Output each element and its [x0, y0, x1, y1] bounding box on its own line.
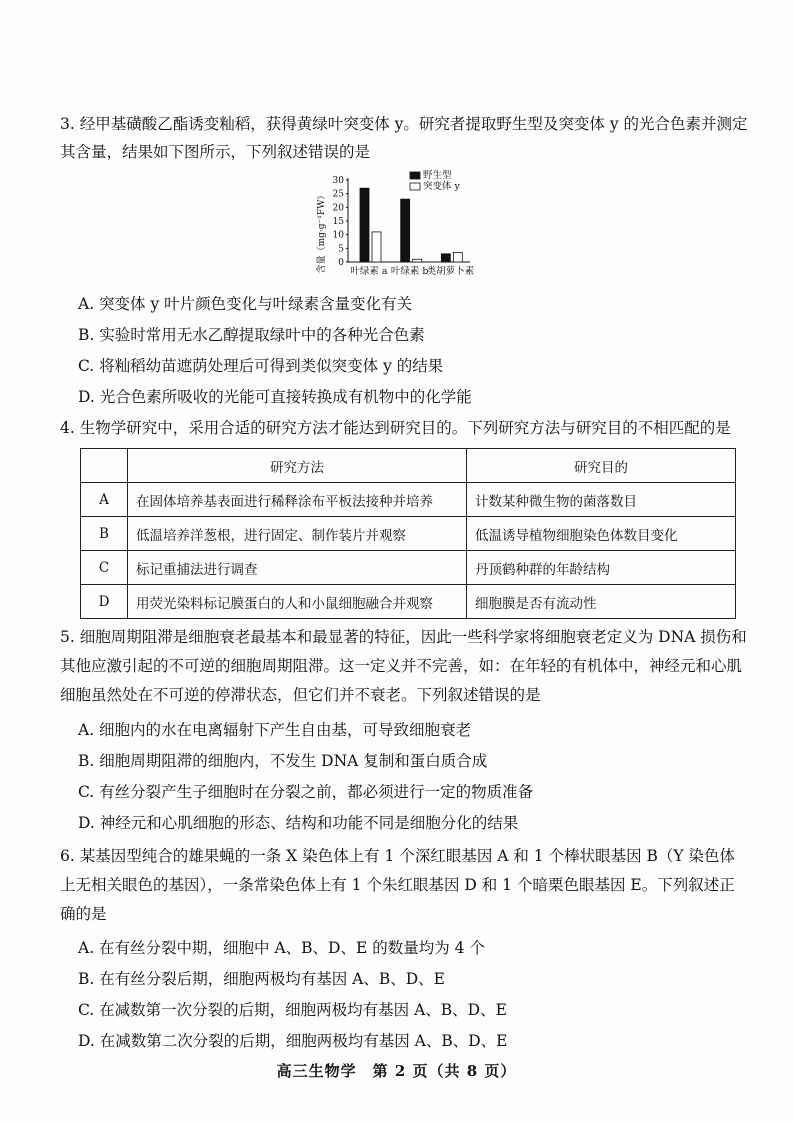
bar-1-2 — [453, 252, 462, 262]
row-key: B — [81, 517, 128, 551]
q3-option-b: B. 实验时常用无水乙醇提取绿叶中的各种光合色素 — [78, 326, 425, 344]
y-tick-label: 10 — [332, 230, 344, 241]
methods-table — [80, 448, 736, 619]
x-category-label: 类胡萝卜素 — [426, 266, 475, 277]
table-header-row — [81, 449, 736, 483]
question-3-stem: 3. 经甲基磺酸乙酯诱变籼稻，获得黄绿叶突变体 y。研究者提取野生型及突变体 y 的光合色素并测定其含量，结果如下图所示，下列叙述错误的是 — [60, 115, 748, 161]
q6-option-c: C. 在减数第一次分裂的后期，细胞两极均有基因 A、B、D、E — [78, 1001, 507, 1019]
pigment-bar-chart — [310, 170, 520, 285]
row-key: D — [81, 585, 128, 619]
q5-option-a: A. 细胞内的水在电离辐射下产生自由基，可导致细胞衰老 — [78, 721, 472, 739]
bar-1-0 — [372, 232, 381, 262]
y-tick-label: 15 — [332, 217, 344, 227]
x-category-label: 叶绿素 a — [350, 266, 388, 277]
row-method: 低温培养洋葱根，进行固定、制作装片并观察 — [128, 517, 467, 551]
row-purpose: 细胞膜是否有流动性 — [467, 585, 736, 619]
bar-0-2 — [441, 254, 450, 262]
legend-swatch — [410, 183, 420, 190]
row-purpose: 计数某种微生物的菌落数目 — [467, 483, 736, 517]
q3-option-c: C. 将籼稻幼苗遮荫处理后可得到类似突变体 y 的结果 — [78, 357, 444, 375]
q5-option-c: C. 有丝分裂产生子细胞时在分裂之前，都必须进行一定的物质准备 — [78, 783, 534, 801]
question-6-stem: 6. 某基因型纯合的雄果蝇的一条 X 染色体上有 1 个深红眼基因 A 和 1 个棒状眼基因 B（Y 染色体上无相关眼色的基因），一条常染色体上有 1 个朱红眼基因 D 和 1 个暗栗色眼基因 E。下列叙述正确的是 — [60, 847, 736, 923]
q5-option-d: D. 神经元和心肌细胞的形态、结构和功能不同是细胞分化的结果 — [78, 814, 519, 832]
q3-option-d: D. 光合色素所吸收的光能可直接转换成有机物中的化学能 — [78, 388, 472, 406]
question-4-stem: 4. 生物学研究中，采用合适的研究方法才能达到研究目的。下列研究方法与研究目的不相匹配的是 — [60, 419, 731, 437]
row-method: 用荧光染料标记膜蛋白的人和小鼠细胞融合并观察 — [128, 585, 467, 619]
y-tick-label: 0 — [338, 258, 344, 268]
row-method: 在固体培养基表面进行稀释涂布平板法接种并培养 — [128, 483, 467, 517]
x-category-label: 叶绿素 b — [390, 266, 429, 277]
row-method: 标记重捕法进行调查 — [128, 551, 467, 585]
row-purpose: 低温诱导植物细胞染色体数目变化 — [467, 517, 736, 551]
q6-option-d: D. 在减数第二次分裂的后期，细胞两极均有基因 A、B、D、E — [78, 1032, 508, 1050]
table-row — [81, 551, 736, 585]
question-5-stem: 5. 细胞周期阻滞是细胞衰老最基本和最显著的特征，因此一些科学家将细胞衰老定义为 DNA 损伤和其他应激引起的不可逆的细胞周期阻滞。这一定义并不完善，如：在年轻的有机体中，神经元和心肌细胞虽然处在不可逆的停滞状态，但它们并不衰老。下列叙述错误的是 — [60, 628, 747, 704]
row-key: A — [81, 483, 128, 517]
table-row — [81, 483, 736, 517]
table-header-key — [81, 449, 128, 483]
table-header-purpose: 研究目的 — [467, 449, 736, 483]
chart-ylabel: 含量（mg·g⁻¹FW） — [317, 190, 327, 274]
q5-option-b: B. 细胞周期阻滞的细胞内，不发生 DNA 复制和蛋白质合成 — [78, 752, 488, 770]
page-footer: 高三生物学 第 2 页（共 8 页） — [276, 1062, 517, 1080]
y-tick-label: 5 — [338, 244, 344, 255]
row-purpose: 丹顶鹤种群的年龄结构 — [467, 551, 736, 585]
legend-label: 野生型 — [423, 170, 452, 181]
table-row — [81, 517, 736, 551]
bar-1-1 — [413, 259, 422, 262]
legend-label: 突变体 y — [423, 181, 460, 192]
q6-option-b: B. 在有丝分裂后期，细胞两极均有基因 A、B、D、E — [78, 970, 445, 988]
bar-0-0 — [360, 188, 369, 262]
q6-option-a: A. 在有丝分裂中期，细胞中 A、B、D、E 的数量均为 4 个 — [78, 939, 485, 957]
table-row — [81, 585, 736, 619]
q3-option-a: A. 突变体 y 叶片颜色变化与叶绿素含量变化有关 — [78, 295, 413, 313]
bar-0-1 — [401, 199, 410, 262]
y-tick-label: 25 — [332, 189, 344, 200]
y-tick-label: 20 — [332, 203, 344, 214]
row-key: C — [81, 551, 128, 585]
legend-swatch — [410, 172, 420, 179]
table-header-method: 研究方法 — [128, 449, 467, 483]
y-tick-label: 30 — [332, 176, 344, 186]
